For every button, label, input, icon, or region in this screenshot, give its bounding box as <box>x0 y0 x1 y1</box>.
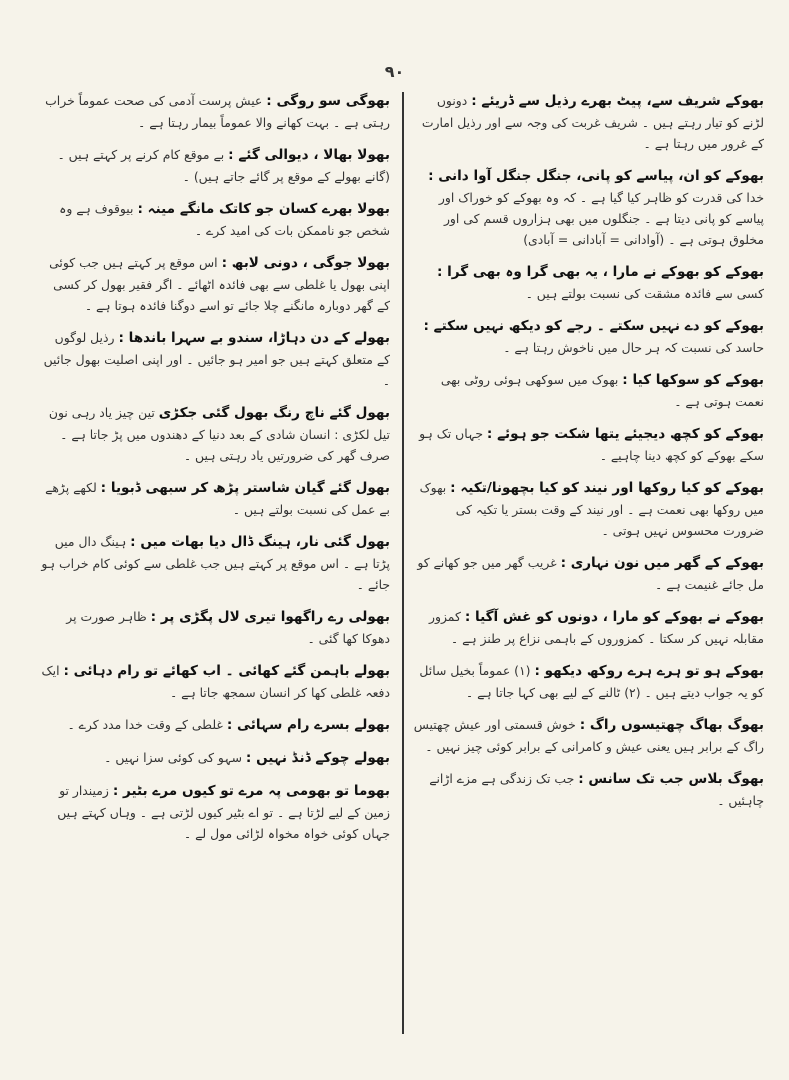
proverb-entry <box>38 327 390 391</box>
proverb-meaning: رذیل لوگوں کے متعلق کہتے ہیں جو امیر ہو جائیں ۔ اور اپنی اصلیت بھول جائیں ۔ <box>43 330 390 388</box>
proverb-headword: بھوکے کو ان، پیاسے کو پانی، جنگل جنگل آوا دانی : <box>428 168 764 184</box>
proverb-headword: بھوکے کو کیا روکھا اور نیند کو کیا بچھونا/تکیہ : <box>450 480 764 496</box>
proverb-meaning: زمیندار تو زمین کے لیے لڑتا ہے ۔ تو اے بٹیر کیوں لڑتی ہے ۔ وہاں کہتے ہیں جہاں کوئی خواہ مخواہ لڑائی مول لے ۔ <box>57 783 390 841</box>
proverb-entry <box>38 144 390 187</box>
proverb-headword: بھوکے نے بھوکے کو مارا ، دونوں کو غش آگیا : <box>464 609 764 625</box>
proverb-headword: بھوکے ہو تو ہرے ہرے روکھ دیکھو : <box>534 663 764 679</box>
proverb-meaning: جب تک زندگی ہے مزے اڑانے چاہئیں ۔ <box>429 771 764 808</box>
proverb-meaning: بیوقوف ہے وہ شخص جو ناممکن بات کی امید کرے ۔ <box>59 201 390 238</box>
proverb-entry <box>38 660 390 703</box>
proverb-headword: بھوگ بھاگ چھتیسوں راگ : <box>579 717 764 733</box>
proverb-entry <box>38 747 390 769</box>
proverb-entry <box>38 477 390 520</box>
proverb-entry <box>412 261 764 304</box>
proverb-entry <box>412 369 764 412</box>
proverb-meaning: بھوک میں روکھا بھی نعمت ہے ۔ اور نیند کے وقت بستر یا تکیہ کی ضرورت محسوس نہیں ہوتی ۔ <box>419 480 764 538</box>
proverb-entry <box>412 660 764 703</box>
proverb-headword: بھوکے کو سوکھا کیا : <box>622 372 764 388</box>
proverb-meaning: جہاں تک ہو سکے بھوکے کو کچھ دینا چاہیے ۔ <box>419 426 764 463</box>
proverb-entry <box>412 768 764 811</box>
proverb-headword: بھوکے کو کچھ دیجیئے یتھا شکت جو ہوئے : <box>486 426 764 442</box>
proverb-entry <box>38 714 390 736</box>
proverb-entry <box>412 423 764 466</box>
proverb-headword: بھوکے کے گھر میں نون نہاری : <box>560 555 764 571</box>
right-column <box>412 90 764 1040</box>
column-divider <box>402 92 404 1034</box>
proverb-entry <box>38 531 390 595</box>
proverb-headword: بھولے باہمن گئے کھائی ۔ اب کھائے تو رام دہائی : <box>63 663 390 679</box>
proverb-entry <box>412 606 764 649</box>
proverb-meaning: ظاہر صورت پر دھوکا کھا گئی ۔ <box>66 609 390 646</box>
proverb-entry <box>412 552 764 595</box>
proverb-meaning: (۱) عموماً بخیل سائل کو یہ جواب دیتے ہیں ۔ (۲) ٹالنے کے لیے بھی کہا جاتا ہے ۔ <box>419 663 764 700</box>
proverb-meaning: کسی سے فائدہ مشقت کی نسبت بولتے ہیں ۔ <box>525 286 764 301</box>
page-number: ۹۰ <box>384 62 405 81</box>
proverb-meaning: حاسد کی نسبت کہ ہر حال میں ناخوش رہتا ہے ۔ <box>503 340 764 355</box>
proverb-meaning: غریب گھر میں جو کھانے کو مل جائے غنیمت ہے ۔ <box>417 555 764 592</box>
proverb-entry <box>412 714 764 757</box>
proverb-meaning: دونوں لڑنے کو تیار رہتے ہیں ۔ شریف غربت کی وجہ سے اور رذیل امارت کے غرور میں رہتا ہے ۔ <box>421 93 764 151</box>
proverb-meaning: لکھے پڑھے بے عمل کی نسبت بولتے ہیں ۔ <box>45 480 390 517</box>
proverb-meaning: خدا کی قدرت کو ظاہر کیا گیا ہے ۔ کہ وہ بھوکے کو خوراک اور پیاسے کو پانی دیتا ہے ۔ جنگلوں میں بھی ہزاروں قسم کی اور مخلوق ہوتی ہے ۔ (آوادانی = آبادانی = آبادی) <box>438 190 764 247</box>
proverb-headword: بھولے چوکے ڈنڈ نہیں : <box>245 750 390 766</box>
proverb-entry <box>38 402 390 466</box>
proverb-meaning: ہینگ دال میں پڑتا ہے ۔ اس موقع پر کہتے ہیں جب غلطی سے کوئی کام خراب ہو جائے ۔ <box>41 534 390 592</box>
proverb-headword: بھولا جوگی ، دونی لابھ : <box>221 255 390 271</box>
proverb-headword: بھوکے کو دے نہیں سکتے ۔ رجے کو دیکھ نہیں سکتے : <box>423 318 764 334</box>
proverb-headword: بھولی رے راگھوا تیری لال پگڑی پر : <box>150 609 390 625</box>
proverb-headword: بھوکے شریف سے، پیٹ بھرے رذیل سے ڈریئے : <box>471 93 764 109</box>
proverb-meaning: تین چیز یاد رہی نون تیل لکڑی : انسان شادی کے بعد دنیا کے دھندوں میں پڑ جاتا ہے ۔ صرف گھر کی ضرورتیں یاد رہتی ہیں ۔ <box>48 405 390 463</box>
proverb-meaning: عیش پرست آدمی کی صحت عموماً خراب رہتی ہے ۔ بہت کھانے والا عموماً بیمار رہتا ہے ۔ <box>45 93 390 130</box>
proverb-headword: بھوگی سو روگی : <box>266 93 390 109</box>
proverb-entry <box>412 477 764 541</box>
proverb-meaning: بھوک میں سوکھی ہوئی روٹی بھی نعمت ہوتی ہے ۔ <box>440 372 764 409</box>
proverb-meaning: ایک دفعہ غلطی کھا کر انسان سمجھ جاتا ہے ۔ <box>41 663 390 700</box>
proverb-headword: بھوکے کو بھوکے نے مارا ، یہ بھی گرا وہ بھی گرا : <box>436 264 764 280</box>
proverb-entry <box>38 90 390 133</box>
proverb-headword: بھولا بھالا ، دیوالی گئے : <box>228 147 390 163</box>
proverb-meaning: غلطی کے وقت خدا مدد کرے ۔ <box>67 717 227 732</box>
proverb-meaning: خوش قسمتی اور عیش چھتیس راگ کے برابر ہیں یعنی عیش و کامرانی کے برابر کوئی چیز نہیں ۔ <box>413 717 764 754</box>
proverb-entry <box>38 780 390 844</box>
proverb-entry <box>412 90 764 154</box>
proverb-headword: بھول گئے ناچ رنگ بھول گئی جکڑی <box>158 405 390 421</box>
proverb-headword: بھول گئے گیان شاستر پڑھ کر سبھی ڈبویا : <box>100 480 390 496</box>
proverb-headword: بھوگ بلاس جب تک سانس : <box>578 771 764 787</box>
proverb-meaning: کمزور مقابلہ نہیں کر سکتا ۔ کمزوروں کے باہمی نزاع پر طنز ہے ۔ <box>429 609 764 646</box>
proverb-headword: بھولے بسرے رام سہائی : <box>226 717 390 733</box>
proverb-headword: بھولے کے دن دہاڑا، سندو بے سہرا باندھا : <box>118 330 390 346</box>
proverb-headword: بھوما تو بھومی پہ مرے تو کیوں مرے بٹیر : <box>112 783 390 799</box>
proverb-entry <box>412 315 764 358</box>
left-column <box>38 90 390 1040</box>
proverb-meaning: بے موقع کام کرنے پر کہتے ہیں ۔ (گانے بھولے کے موقع پر گائے جاتے ہیں) ۔ <box>57 147 390 184</box>
proverb-headword: بھولا بھرے کسان جو کاتک مانگے مینہ : <box>137 201 390 217</box>
proverb-meaning: اس موقع پر کہتے ہیں جب کوئی اپنی بھول یا غلطی سے بھی فائدہ اٹھائے ۔ اگر فقیر بھول کر کسی کے گھر دوبارہ مانگنے چلا جائے تو اسے دوگنا فائدہ ہوتا ہے ۔ <box>49 255 390 313</box>
proverb-entry <box>38 198 390 241</box>
proverb-entry <box>412 165 764 250</box>
proverb-entry <box>38 606 390 649</box>
proverb-headword: بھول گئی نار، ہینگ ڈال دیا بھات میں : <box>130 534 390 550</box>
proverb-meaning: سہو کی کوئی سزا نہیں ۔ <box>104 750 246 765</box>
proverb-entry <box>38 252 390 316</box>
